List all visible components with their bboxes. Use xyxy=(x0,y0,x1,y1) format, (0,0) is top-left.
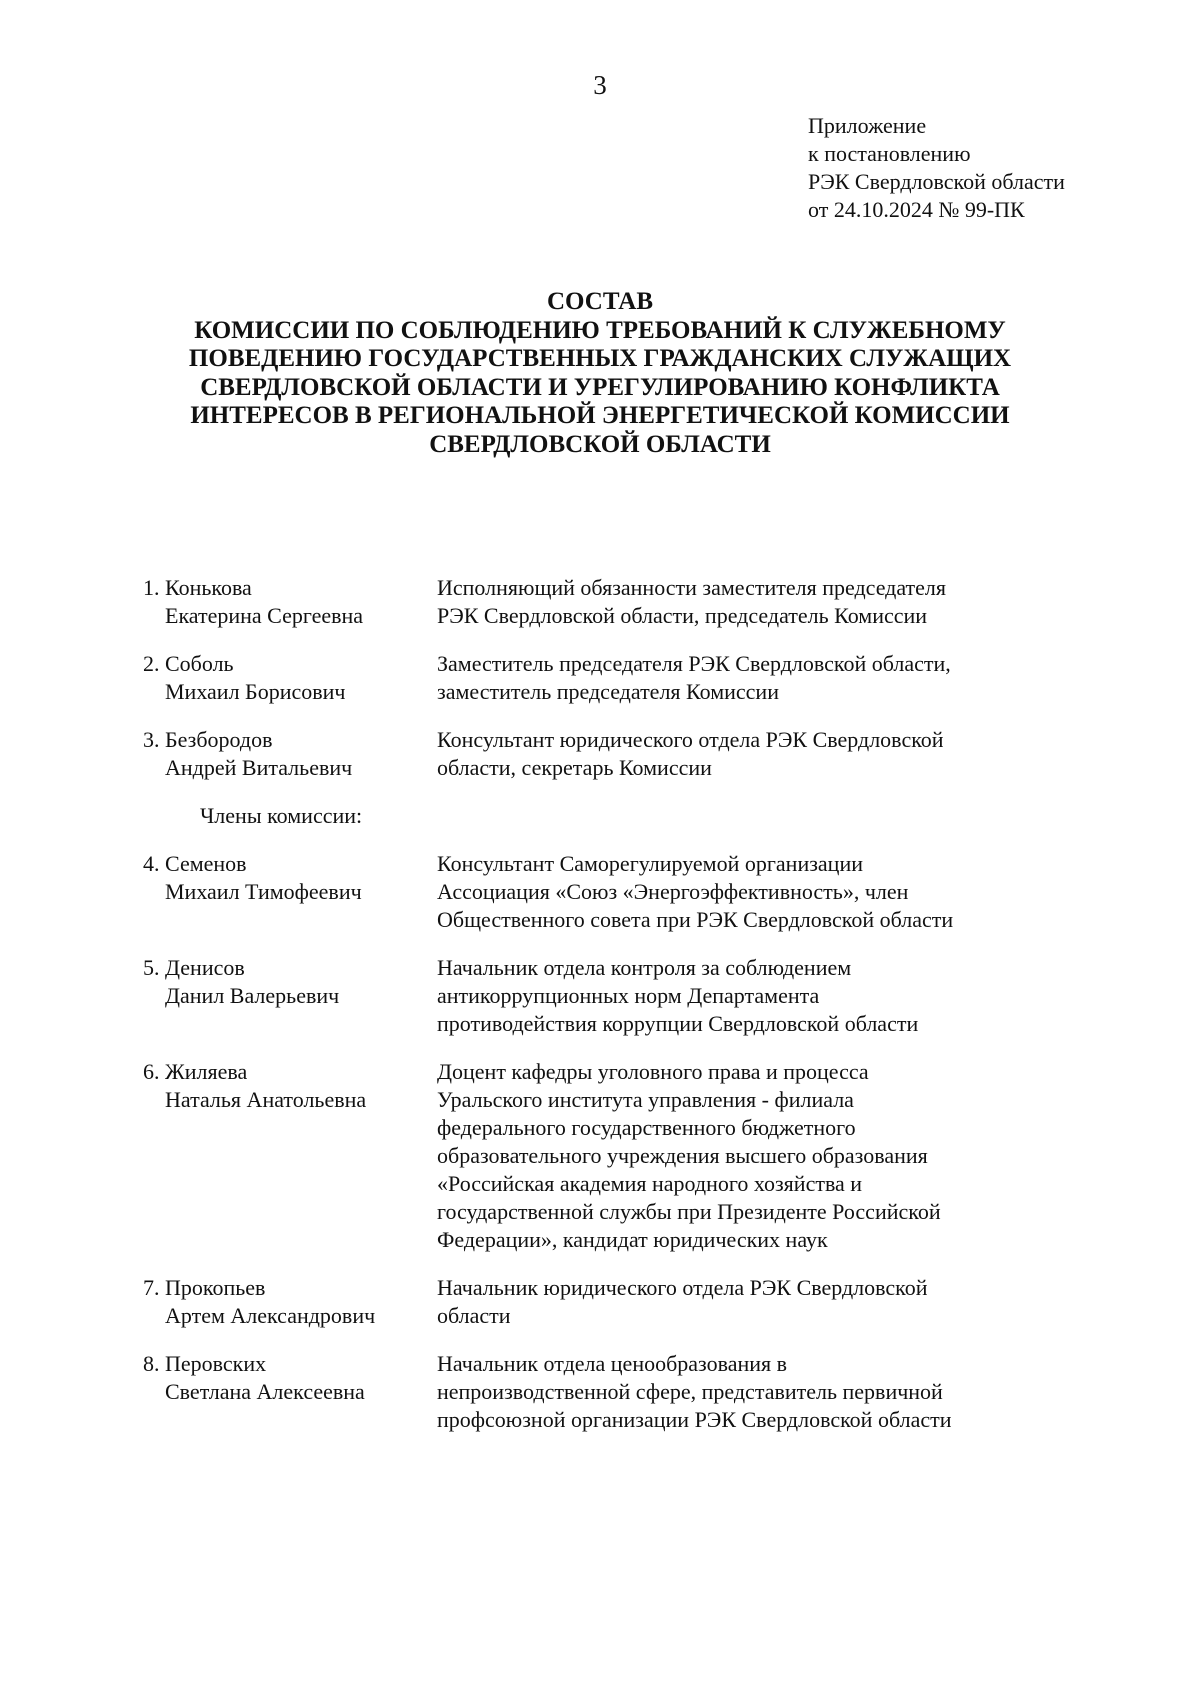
role-line: Уральского института управления - филиала xyxy=(437,1087,854,1112)
member-row xyxy=(0,954,1200,1038)
member-role xyxy=(437,850,1037,934)
role-line: государственной службы при Президенте Российской xyxy=(437,1199,941,1224)
member-row xyxy=(0,1058,1200,1254)
role-line: Исполняющий обязанности заместителя председателя xyxy=(437,575,947,600)
member-role xyxy=(437,574,1037,630)
role-line: Начальник отдела контроля за соблюдением xyxy=(437,955,852,980)
role-line: Ассоциация «Союз «Энергоэффективность», член xyxy=(437,879,909,904)
title-line: СВЕРДЛОВСКОЙ ОБЛАСТИ xyxy=(429,430,771,458)
member-given-names: Андрей Витальевич xyxy=(165,755,353,780)
member-role xyxy=(437,1274,1037,1330)
role-line: профсоюзной организации РЭК Свердловской области xyxy=(437,1407,952,1432)
role-line: области, секретарь Комиссии xyxy=(437,755,712,780)
member-given-names: Артем Александрович xyxy=(165,1303,376,1328)
member-surname: Соболь xyxy=(165,651,234,676)
member-number: 7. xyxy=(143,1275,160,1300)
member-surname: Перовских xyxy=(165,1351,267,1376)
role-line: Заместитель председателя РЭК Свердловской области, xyxy=(437,651,951,676)
member-surname: Жиляева xyxy=(165,1059,248,1084)
role-line: Консультант юридического отдела РЭК Свердловской xyxy=(437,727,944,752)
member-number: 5. xyxy=(143,955,160,980)
member-name xyxy=(165,650,437,706)
members-subheading: Члены комиссии: xyxy=(200,803,363,828)
member-given-names: Михаил Тимофеевич xyxy=(165,879,362,904)
role-line: федерального государственного бюджетного xyxy=(437,1115,856,1140)
member-surname: Семенов xyxy=(165,851,247,876)
role-line: Консультант Саморегулируемой организации xyxy=(437,851,863,876)
page-number: 3 xyxy=(593,70,607,100)
member-name xyxy=(165,1058,437,1254)
member-surname: Прокопьев xyxy=(165,1275,266,1300)
member-number: 1. xyxy=(143,575,160,600)
member-row xyxy=(0,726,1200,782)
title-line: СВЕРДЛОВСКОЙ ОБЛАСТИ И УРЕГУЛИРОВАНИЮ КОНФЛИКТА xyxy=(200,373,1000,401)
title-line: КОМИССИИ ПО СОБЛЮДЕНИЮ ТРЕБОВАНИЙ К СЛУЖЕБНОМУ xyxy=(194,316,1006,344)
title-line: СОСТАВ xyxy=(546,288,654,315)
member-given-names: Екатерина Сергеевна xyxy=(165,603,364,628)
role-line: «Российская академия народного хозяйства и xyxy=(437,1171,863,1196)
member-role xyxy=(437,650,1037,706)
title-line: ПОВЕДЕНИЮ ГОСУДАРСТВЕННЫХ ГРАЖДАНСКИХ СЛУЖАЩИХ xyxy=(188,345,1012,372)
member-row xyxy=(0,1350,1200,1434)
member-number: 8. xyxy=(143,1351,160,1376)
appendix-line: РЭК Свердловской области xyxy=(808,169,1065,194)
member-name xyxy=(165,954,437,1038)
member-surname: Денисов xyxy=(165,955,245,980)
document-title xyxy=(0,288,1200,459)
member-role xyxy=(437,1350,1037,1434)
appendix-line: от 24.10.2024 № 99-ПК xyxy=(808,197,1025,222)
appendix-line: Приложение xyxy=(808,113,927,138)
appendix-reference xyxy=(808,112,1065,224)
member-row xyxy=(0,650,1200,706)
role-line: Начальник юридического отдела РЭК Свердловской xyxy=(437,1275,928,1300)
member-role xyxy=(437,954,1037,1038)
member-name xyxy=(165,726,437,782)
member-name xyxy=(165,1350,437,1434)
member-name xyxy=(165,1274,437,1330)
member-given-names: Михаил Борисович xyxy=(165,679,346,704)
member-given-names: Данил Валерьевич xyxy=(165,983,340,1008)
role-line: образовательного учреждения высшего образования xyxy=(437,1143,928,1168)
members-list xyxy=(0,574,1200,1454)
role-line: Общественного совета при РЭК Свердловской области xyxy=(437,907,954,932)
member-role xyxy=(437,1058,1037,1254)
member-role xyxy=(437,726,1037,782)
role-line: Доцент кафедры уголовного права и процесса xyxy=(437,1059,869,1084)
member-number: 2. xyxy=(143,651,160,676)
role-line: заместитель председателя Комиссии xyxy=(437,679,779,704)
member-row xyxy=(0,574,1200,630)
member-number: 3. xyxy=(143,727,160,752)
member-row xyxy=(0,850,1200,934)
role-line: РЭК Свердловской области, председатель Комиссии xyxy=(437,603,928,628)
role-line: противодействия коррупции Свердловской области xyxy=(437,1011,919,1036)
member-number: 6. xyxy=(143,1059,160,1084)
member-row xyxy=(0,1274,1200,1330)
member-given-names: Светлана Алексеевна xyxy=(165,1379,365,1404)
role-line: Федерации», кандидат юридических наук xyxy=(437,1227,828,1252)
member-name xyxy=(165,574,437,630)
role-line: непроизводственной сфере, представитель первичной xyxy=(437,1379,943,1404)
appendix-line: к постановлению xyxy=(808,141,971,166)
role-line: антикоррупционных норм Департамента xyxy=(437,983,820,1008)
member-name xyxy=(165,850,437,934)
title-line: ИНТЕРЕСОВ В РЕГИОНАЛЬНОЙ ЭНЕРГЕТИЧЕСКОЙ КОМИССИИ xyxy=(190,402,1010,429)
member-given-names: Наталья Анатольевна xyxy=(165,1087,367,1112)
member-surname: Безбородов xyxy=(165,727,273,752)
member-number: 4. xyxy=(143,851,160,876)
member-surname: Конькова xyxy=(165,575,252,600)
role-line: Начальник отдела ценообразования в xyxy=(437,1351,788,1376)
role-line: области xyxy=(437,1303,511,1328)
